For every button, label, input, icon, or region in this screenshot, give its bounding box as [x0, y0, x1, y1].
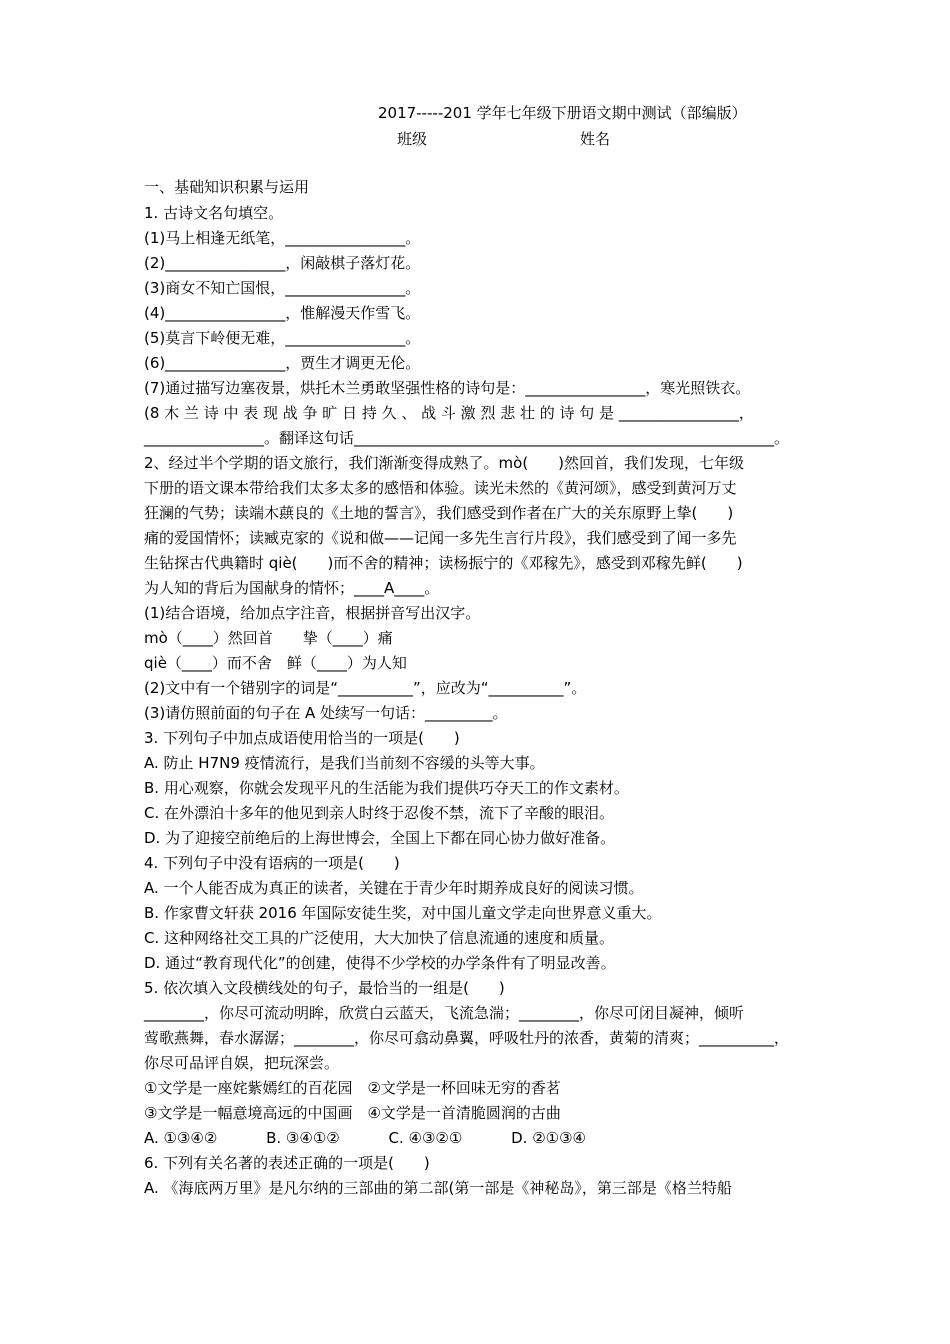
- question-5-option-b: B. ③④①②: [266, 1129, 340, 1147]
- question-2-text: 痛的爱国情怀；读臧克家的《说和做——记闻一多先生言行片段》，我们感受到了闻一多先: [144, 529, 737, 547]
- question-6-option-a: A. 《海底两万里》是凡尔纳的三部曲的第二部(第一部是《神秘岛》，第三部是《格兰特船: [144, 1179, 732, 1197]
- question-1-item: (3)商女不知亡国恨，________________。: [144, 279, 421, 297]
- question-5-passage: 莺歌燕舞，春水潺潺；________，你尽可翕动鼻翼，呼吸牡丹的浓香，黄菊的清爽；__________，: [144, 1029, 790, 1047]
- question-3-option-b: B. 用心观察，你就会发现平凡的生活能为我们提供巧夺天工的作文素材。: [144, 779, 629, 797]
- question-1-item-8-cont: ________________。翻译这句话________________________________________________________。: [144, 429, 790, 447]
- question-2-text: 2、经过半个学期的语文旅行，我们渐渐变得成熟了。mò( )然回首，我们发现，七年级: [144, 454, 745, 472]
- question-4-option-c: C. 这种网络社交工具的广泛使用，大大加快了信息流通的速度和质量。: [144, 929, 615, 947]
- question-1-item: (5)莫言下岭便无难，________________。: [144, 329, 421, 347]
- question-3-stem: 3. 下列句子中加点成语使用恰当的一项是( ): [144, 729, 460, 747]
- question-4-option-a: A. 一个人能否成为真正的读者，关键在于青少年时期养成良好的阅读习惯。: [144, 879, 644, 897]
- question-5-items: ①文学是一座姹紫嫣红的百花园 ②文学是一杯回味无穷的香茗: [144, 1079, 561, 1097]
- name-label: 姓名: [580, 130, 611, 148]
- question-5-option-c: C. ④③②①: [388, 1129, 463, 1147]
- question-5-option-d: D. ②①③④: [511, 1129, 586, 1147]
- question-3-option-a: A. 防止 H7N9 疫情流行，是我们当前刻不容缓的头等大事。: [144, 754, 545, 772]
- section-heading: 一、基础知识积累与运用: [144, 178, 310, 196]
- question-4-option-b: B. 作家曹文轩获 2016 年国际安徒生奖，对中国儿童文学走向世界意义重大。: [144, 904, 662, 922]
- question-1-item-8: (8 木 兰 诗 中 表 现 战 争 旷 日 持 久 、 战 斗 激 烈 悲 壮 的 诗 句 是 ________________，: [144, 404, 754, 422]
- question-5-options: [144, 1128, 630, 1148]
- question-1-item: (7)通过描写边塞夜景，烘托木兰勇敢坚强性格的诗句是：________________，寒光照铁衣。: [144, 379, 751, 397]
- question-4-stem: 4. 下列句子中没有语病的一项是( ): [144, 854, 400, 872]
- question-2-sub-1: (1)结合语境，给加点字注音，根据拼音写出汉字。: [144, 604, 481, 622]
- question-2-sub-2: (2)文中有一个错别字的词是“__________”，应改为“__________”。: [144, 679, 587, 697]
- question-2-sub-3: (3)请仿照前面的句子在 A 处续写一句话：_________。: [144, 704, 508, 722]
- question-1-item: (1)马上相逢无纸笔，________________。: [144, 229, 421, 247]
- question-1-item: (6)________________，贾生才调更无伦。: [144, 354, 421, 372]
- question-1-item: (4)________________，惟解漫天作雪飞。: [144, 304, 421, 322]
- question-5-passage: ________，你尽可流动明眸，欣赏白云蓝天，飞流急湍；________，你尽可闭目凝神，倾听: [144, 1004, 745, 1022]
- question-2-text: 狂澜的气势；读端木蕻良的《土地的誓言》，我们感受到作者在广大的关东原野上挚( ): [144, 504, 734, 522]
- question-5-items: ③文学是一幅意境高远的中国画 ④文学是一首清脆圆润的古曲: [144, 1104, 561, 1122]
- question-5-stem: 5. 依次填入文段横线处的句子，最恰当的一组是( ): [144, 979, 505, 997]
- question-2-text: 为人知的背后为国献身的情怀；____A____。: [144, 579, 440, 597]
- question-4-option-d: D. 通过“教育现代化”的创建，使得不少学校的办学条件有了明显改善。: [144, 954, 616, 972]
- question-2-sub-1b: qiè（____）而不舍 鲜（____）为人知: [144, 654, 407, 672]
- exam-title: 2017-----201 学年七年级下册语文期中测试（部编版）: [378, 104, 747, 122]
- class-label: 班级: [397, 130, 428, 148]
- question-5-option-a: A. ①③④②: [144, 1129, 218, 1147]
- question-2-text: 生钻探古代典籍时 qiè( )而不舍的精神；读杨振宁的《邓稼先》，感受到邓稼先鲜( ): [144, 554, 743, 572]
- question-6-stem: 6. 下列有关名著的表述正确的一项是( ): [144, 1154, 430, 1172]
- question-1-item: (2)________________，闲敲棋子落灯花。: [144, 254, 421, 272]
- question-1-stem: 1. 古诗文名句填空。: [144, 204, 284, 222]
- question-2-text: 下册的语文课本带给我们太多太多的感悟和体验。读光未然的《黄河颂》，感受到黄河万丈: [144, 479, 737, 497]
- question-3-option-d: D. 为了迎接空前绝后的上海世博会，全国上下都在同心协力做好准备。: [144, 829, 616, 847]
- question-5-passage: 你尽可品评自娱，把玩深尝。: [144, 1054, 340, 1072]
- question-3-option-c: C. 在外漂泊十多年的他见到亲人时终于忍俊不禁，流下了辛酸的眼泪。: [144, 804, 615, 822]
- question-2-sub-1a: mò（____）然回首 挚（____）痛: [144, 629, 393, 647]
